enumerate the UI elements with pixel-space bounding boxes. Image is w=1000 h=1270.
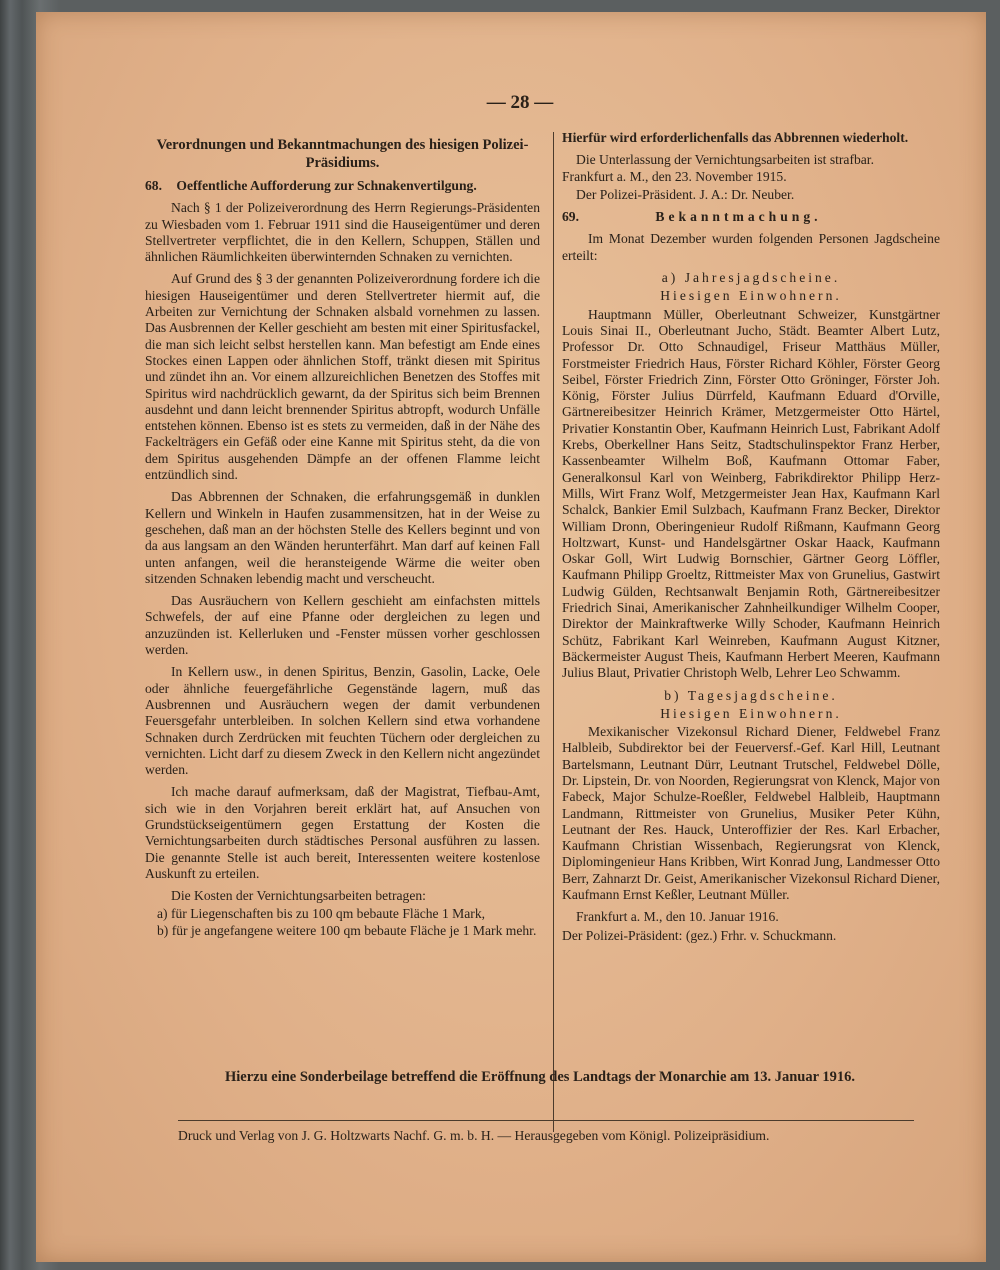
section-heading: Verordnungen und Bekanntmachungen des hiesigen Polizei-Präsidiums. [156,137,529,171]
right-column [562,130,940,950]
place-date-2: Frankfurt a. M., den 10. Januar 1916. [576,909,779,925]
notice-68-heading: Oeffentliche Aufforderung zur Schnakenvertilgung. [176,178,477,193]
supplement-note: Hierzu eine Sonderbeilage betreffend die Eröffnung des Landtags der Monarchie am 13. Januar 1916. [224,1069,856,1085]
cost-intro: Die Kosten der Vernichtungsarbeiten betragen: [171,888,426,904]
paragraph: Ich mache darauf aufmerksam, daß der Magistrat, Tiefbau-Amt, sich wie in den Vorjahren bereit erklärt hat, auf Ansuchen von Grundstückseigentümern gegen Erstattung der Kosten die Vernichtungsarbeiten durch städtisches Personal ausführen zu lassen. Die genannte Stelle ist auch bereit, Interessenten weitere kostenlose Auskunft zu erteilen. [145,784,540,881]
page-number: — 28 — [486,92,554,113]
section-b-names: Mexikanischer Vizekonsul Richard Diener, Feldwebel Franz Halbleib, Subdirektor bei der Feuerversf.-Gef. Karl Hill, Leutnant Bartelsmann, Leutnant Dürr, Leutnant Trutschel, Feldwebel Dölle, Dr. Lipstein, Dr. von Noorden, Regierungsrat von Klenck, Major von Fabeck, Major Schulze-Roeßler, Feldwebel Halbleib, Hauptmann Landmann, Rittmeister von Grunelius, Musiker Peter Kühn, Leutnant der Res. Hauck, Unteroffizier der Res. Karl Erbacher, Kaufmann Christian Wissenbach, Regierungsrat von Klenck, Diplomingenieur Hans Kribben, Wirt Konrad Jung, Landmesser Otto Berr, Zahnarzt Dr. Geist, Amerikanischer Vizekonsul Richard Diener, Kaufmann Ernst Keßler, Leutnant Müller. [562,724,940,903]
left-column [145,130,540,939]
cost-item: b) für je angefangene weitere 100 qm bebaute Fläche je 1 Mark mehr. [157,922,537,938]
section-a-names: Hauptmann Müller, Oberleutnant Schweizer, Kunstgärtner Louis Sinai II., Oberleutnant Jucho, Städt. Beamter Albert Lutz, Professor Dr. Otto Schnaudigel, Friseur Matthäus Müller, Forstmeister Friedrich Haus, Förster Richard Köhler, Förster Georg Seibel, Förster Friedrich Zinn, Förster Otto Gröninger, Förster Joh. König, Förster Julius Dürrfeld, Kaufmann Eduard d'Orville, Gärtnereibesitzer Heinrich Krämer, Metzgermeister Otto Härtel, Privatier Konstantin Ober, Kaufmann Heinrich Lust, Fabrikant Adolf Krebs, Oberkellner Hans Seitz, Stadtschulinspektor Franz Herber, Kassenbeamter Wilhelm Boß, Kaufmann Ottomar Faber, Generalkonsul Karl von Weinberg, Fabrikdirektor Philipp Herz-Mills, Wirt Franz Wolf, Metzgermeister Jean Hax, Kaufmann Karl Schalck, Bankier Emil Sulzbach, Kaufmann Franz Becker, Direktor William Dronn, Oberingenieur Rudolf Rißmann, Kaufmann Georg Holtzwart, Kunst- und Handelsgärtner Oskar Haack, Kaufmann Oskar Goll, Wirt Ludwig Bornschier, Gärtner Georg Löffler, Kaufmann Philipp Groeltz, Rittmeister Max von Grunelius, Gastwirt Ludwig Gülden, Rechtsanwalt Benjamin Roth, Gärtnereibesitzer Friedrich Sinai, Amerikanischer Zahnheilkundiger Wilhelm Cooper, Direktor der Mainkraftwerke Willy Schoder, Kaufmann Heinrich Schütz, Fabrikant Karl Weinreben, Kaufmann August Kitzner, Bäckermeister August Theis, Kaufmann Herbert Meeren, Kaufmann Julius Blaut, Privatier Christoph Welb, Lehrer Leo Schwamm. [562,306,940,681]
column-divider [553,132,554,1132]
signature: Der Polizei-Präsident. J. A.: Dr. Neuber. [576,186,795,202]
cost-item: a) für Liegenschaften bis zu 100 qm bebaute Fläche 1 Mark, [157,906,486,922]
paragraph: Auf Grund des § 3 der genannten Polizeiverordnung fordere ich die hiesigen Hauseigentümer und deren Stellvertreter hiermit auf, die Arbeiten zur Vernichtung der Schnaken alsbald vornehmen zu lassen. Das Ausbrennen der Keller geschieht am besten mit einer Spiritusfackel, die man sich leicht selbst herstellen kann. Man befestigt am Ende eines Stockes einen Lappen oder ähnlichen Stoff, tränkt diesen mit Spiritus und zündet ihn an. Vor einem allzureichlichen Benetzen des Stoffes mit Spiritus wird nachdrücklich gewarnt, da der Spiritus sich beim Brennen ausdehnt und dann leicht brennender Spiritus abtropft, wodurch Unfälle entstehen können. Ebenso ist es stets zu vermeiden, daß in der Nähe des Fackelträgers ein Gefäß oder eine Kanne mit Spiritus steht, da die von dem Spiritus ausgehenden Dämpfe an der offenen Flamme leicht entzündlich sind. [145,271,540,483]
notice-69-number: 69. [562,209,579,225]
place-date: Frankfurt a. M., den 23. November 1915. [562,168,787,184]
section-b-heading: b) Tagesjagdscheine. [664,687,838,703]
notice-68-number: 68. [145,178,162,193]
paragraph: Das Ausräuchern von Kellern geschieht am einfachsten mittels Schwefels, der auf eine Pfanne oder dergleichen zu legen und anzuzünden ist. Kellerluken und -Fenster müssen vorher geschlossen werden. [145,593,540,658]
section-a-subheading: Hiesigen Einwohnern. [660,288,842,304]
continuation-text: Hierfür wird erforderlichenfalls das Abbrennen wiederholt. [562,130,909,145]
notice-68-title [145,178,540,194]
paragraph: Das Abbrennen der Schnaken, die erfahrungsgemäß in dunklen Kellern und Winkeln in Haufen zusammensitzen, hat in der Weise zu geschehen, daß man an der höchsten Stelle des Kellers beginnt und von da aus langsam an den Wänden herunterfährt. Man darf auf keinen Fall unten anfangen, weil die heransteigende Wärme die weiter oben sitzenden Schnaken lebendig macht und verscheucht. [145,489,540,586]
paragraph: Nach § 1 der Polizeiverordnung des Herrn Regierungs-Präsidenten zu Wiesbaden vom 1. Februar 1911 sind die Hauseigentümer und deren Stellvertreter verpflichtet, die in den Kellern, Schuppen, Ställen und ähnlichen Räumlichkeiten überwinternden Schnaken zu vernichten. [145,200,540,265]
penalty-text: Die Unterlassung der Vernichtungsarbeiten ist strafbar. [576,152,874,168]
paragraph: In Kellern usw., in denen Spiritus, Benzin, Gasolin, Lacke, Oele oder ähnliche feuergefährliche Gegenstände lagern, muß das Ausbrennen und Ausräuchern wegen der damit verbundenen Feuersgefahr unterbleiben. In solchen Kellern sind etwa vorhandene Schnaken durch Zerdrücken mit feuchten Tüchern oder dergleichen zu vernichten. Licht darf zu diesem Zweck in den Kellern nicht angezündet werden. [145,664,540,778]
notice-69-intro: Im Monat Dezember wurden folgenden Personen Jagdscheine erteilt: [562,231,940,263]
signature-2: Der Polizei-Präsident: (gez.) Frhr. v. Schuckmann. [562,927,837,943]
section-a-heading: a) Jahresjagdscheine. [661,270,841,286]
bottom-divider [178,1120,914,1121]
section-b-subheading: Hiesigen Einwohnern. [660,705,842,721]
imprint: Druck und Verlag von J. G. Holtzwarts Nachf. G. m. b. H. — Herausgegeben vom Königl. Polizeipräsidium. [178,1128,770,1143]
notice-69-title [562,209,940,225]
notice-69-heading: Bekanntmachung. [655,209,822,225]
